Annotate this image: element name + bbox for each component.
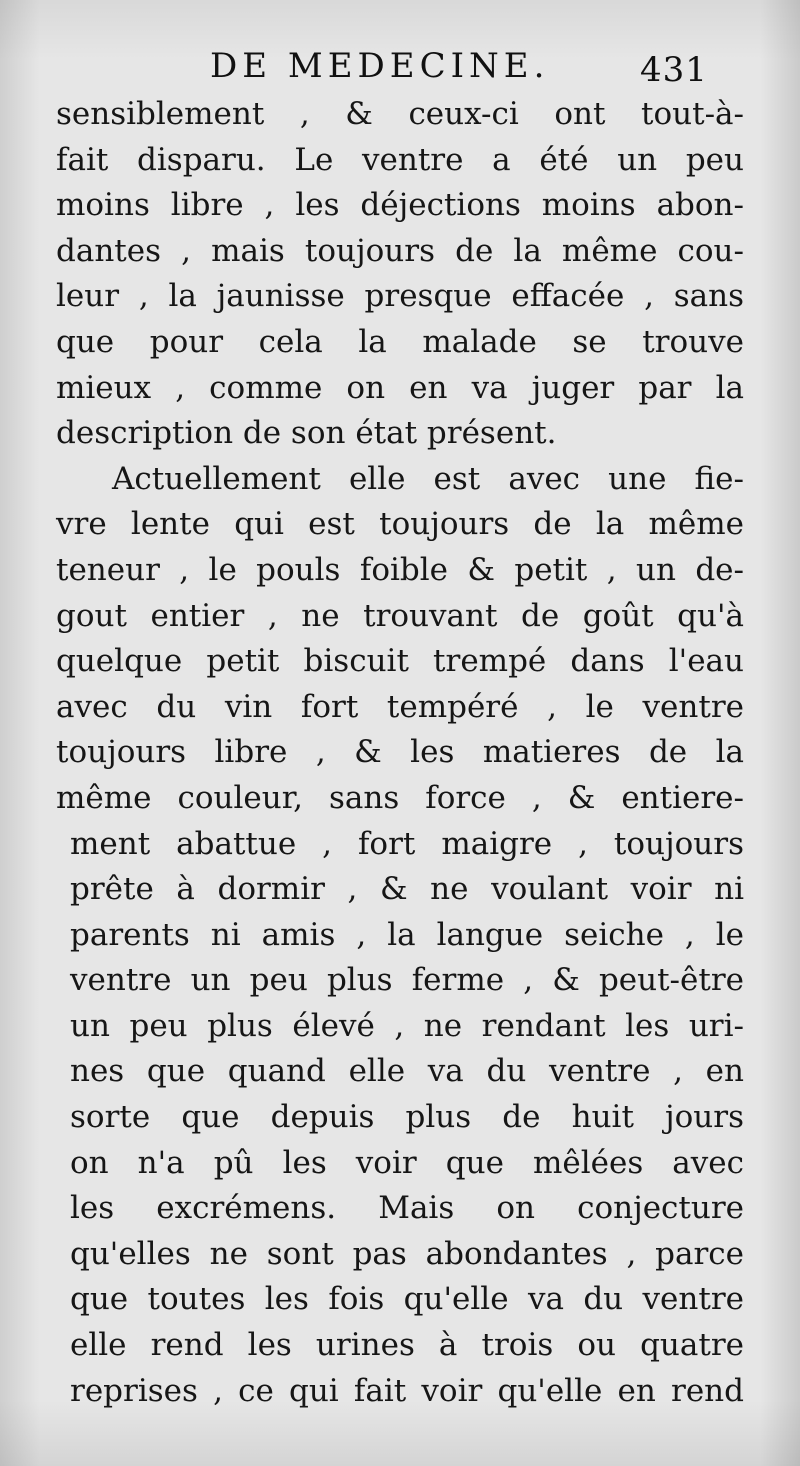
text-line: elle rend les urines à trois ou quatre [70, 1327, 744, 1364]
text-line: Actuellement elle est avec une fie- [112, 460, 744, 497]
text-line: qu'elles ne sont pas abondantes , parce [70, 1235, 744, 1272]
text-line: dantes , mais toujours de la même cou- [56, 232, 744, 269]
text-line: que pour cela la malade se trouve [56, 323, 744, 360]
text-line: quelque petit biscuit trempé dans l'eau [56, 643, 744, 680]
running-head: DE MEDECINE. [210, 46, 550, 86]
page-header [0, 40, 800, 100]
text-line: prête à dormir , & ne voulant voir ni [70, 871, 744, 908]
text-line: vre lente qui est toujours de la même [56, 506, 744, 543]
text-line: mieux , comme on en va juger par la [56, 369, 744, 406]
text-line: description de son état présent. [56, 415, 557, 452]
text-line: un peu plus élevé , ne rendant les uri- [70, 1007, 744, 1044]
text-line: on n'a pû les voir que mêlées avec [70, 1144, 744, 1181]
text-line: nes que quand elle va du ventre , en [70, 1053, 744, 1090]
text-line: sensiblement , & ceux-ci ont tout-à- [56, 96, 744, 132]
body-text [56, 92, 744, 1414]
page-number: 431 [640, 50, 708, 90]
text-line: ventre un peu plus ferme , & peut-être [70, 962, 744, 999]
text-line: sorte que depuis plus de huit jours [70, 1099, 744, 1136]
text-line: ment abattue , fort maigre , toujours [70, 825, 744, 862]
text-line: les excrémens. Mais on conjecture [70, 1190, 744, 1227]
text-line: teneur , le pouls foible & petit , un de- [56, 551, 744, 588]
text-line: moins libre , les déjections moins abon- [56, 187, 744, 224]
text-line: reprises , ce qui fait voir qu'elle en rend [70, 1372, 744, 1409]
text-line: parents ni amis , la langue seiche , le [70, 916, 744, 953]
text-line: même couleur, sans force , & entiere- [56, 779, 744, 816]
text-line: fait disparu. Le ventre a été un peu [56, 141, 744, 178]
text-line: leur , la jaunisse presque effacée , sans [56, 278, 744, 315]
text-line: avec du vin fort tempéré , le ventre [56, 688, 744, 725]
text-line: toujours libre , & les matieres de la [56, 734, 744, 771]
text-line: que toutes les fois qu'elle va du ventre [70, 1281, 744, 1318]
text-line: gout entier , ne trouvant de goût qu'à [56, 597, 744, 634]
